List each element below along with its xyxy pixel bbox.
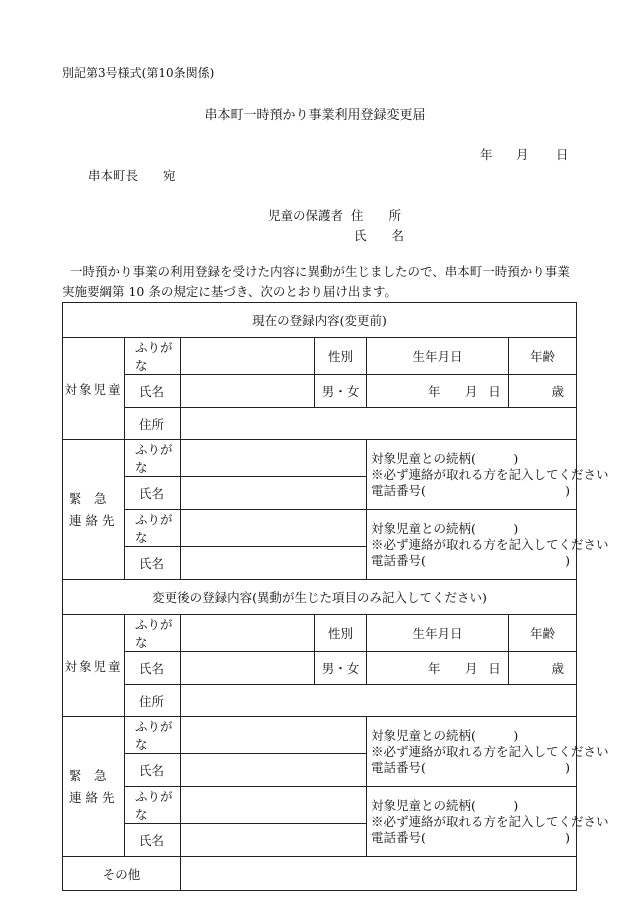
guardian-name-label: 氏 名 xyxy=(354,228,405,243)
furigana-label: ふりがな xyxy=(125,615,181,652)
gender-label: 性別 xyxy=(315,615,367,652)
document-title: 串本町一時預かり事業利用登録変更届 xyxy=(204,108,426,123)
emergency-label: 緊 急 連 絡 先 xyxy=(63,440,125,580)
child-label: 対象児童 xyxy=(63,338,125,440)
furigana-label: ふりがな xyxy=(125,440,181,477)
new-birthdate-field[interactable]: 年 月 日 xyxy=(367,652,509,685)
guardian-block xyxy=(268,206,404,246)
gender-value[interactable]: 男・女 xyxy=(315,652,367,685)
contact1-name-field[interactable] xyxy=(181,477,367,510)
child-furigana-field[interactable] xyxy=(181,338,315,375)
contact2-furigana-field[interactable] xyxy=(181,510,367,547)
furigana-label: ふりがな xyxy=(125,510,181,547)
new-contact2-name-field[interactable] xyxy=(181,824,367,857)
birthdate-label: 生年月日 xyxy=(367,338,509,375)
new-contact1-name-field[interactable] xyxy=(181,754,367,787)
date-month: 月 xyxy=(516,147,529,162)
new-child-address-field[interactable] xyxy=(181,685,577,717)
birthdate-label: 生年月日 xyxy=(367,615,509,652)
age-field[interactable]: 歳 xyxy=(509,375,577,408)
body-text: 一時預かり事業の利用登録を受けた内容に異動が生じましたので、串本町一時預かり事業実施要綱第 10 条の規定に基づき、次のとおり届け出ます。 xyxy=(62,264,570,299)
registration-change-table xyxy=(62,302,609,891)
gender-label: 性別 xyxy=(315,338,367,375)
new-child-furigana-field[interactable] xyxy=(181,615,315,652)
gender-value[interactable]: 男・女 xyxy=(315,375,367,408)
furigana-label: ふりがな xyxy=(125,338,181,375)
name-label: 氏名 xyxy=(125,477,181,510)
contact1-relation-cell[interactable]: 対象児童との続柄( ) ※必ず連絡が取れる方を記入してください 電話番号( ) xyxy=(367,440,577,510)
form-number: 別記第3号様式(第10条関係) xyxy=(62,66,215,80)
birthdate-field[interactable]: 年 月 日 xyxy=(367,375,509,408)
child-label: 対象児童 xyxy=(63,615,125,717)
name-label: 氏名 xyxy=(125,754,181,787)
contact2-name-field[interactable] xyxy=(181,547,367,580)
guardian-address-label: 住 所 xyxy=(350,208,401,223)
changed-section-header: 変更後の登録内容(異動が生じた項目のみ記入してください) xyxy=(63,580,577,615)
contact1-furigana-field[interactable] xyxy=(181,440,367,477)
new-child-name-field[interactable] xyxy=(181,652,315,685)
age-label: 年齢 xyxy=(509,615,577,652)
new-age-field[interactable]: 歳 xyxy=(509,652,577,685)
new-contact2-furigana-field[interactable] xyxy=(181,787,367,824)
age-label: 年齢 xyxy=(509,338,577,375)
furigana-label: ふりがな xyxy=(125,787,181,824)
furigana-label: ふりがな xyxy=(125,717,181,754)
date-year: 年 xyxy=(480,147,493,162)
date-line xyxy=(480,145,569,163)
addressee: 串本町長 宛 xyxy=(88,168,176,183)
other-field[interactable] xyxy=(181,857,577,891)
child-name-field[interactable] xyxy=(181,375,315,408)
name-label: 氏名 xyxy=(125,824,181,857)
other-label: その他 xyxy=(63,857,181,891)
address-label: 住所 xyxy=(125,685,181,717)
date-day: 日 xyxy=(556,147,569,162)
emergency-label: 緊 急 連 絡 先 xyxy=(63,717,125,857)
contact2-relation-cell[interactable]: 対象児童との続柄( ) ※必ず連絡が取れる方を記入してください 電話番号( ) xyxy=(367,510,577,580)
guardian-label: 児童の保護者 xyxy=(268,208,344,223)
address-label: 住所 xyxy=(125,408,181,440)
new-contact1-relation-cell[interactable]: 対象児童との続柄( ) ※必ず連絡が取れる方を記入してください 電話番号( ) xyxy=(367,717,577,787)
new-contact1-furigana-field[interactable] xyxy=(181,717,367,754)
name-label: 氏名 xyxy=(125,547,181,580)
child-address-field[interactable] xyxy=(181,408,577,440)
new-contact2-relation-cell[interactable]: 対象児童との続柄( ) ※必ず連絡が取れる方を記入してください 電話番号( ) xyxy=(367,787,577,857)
name-label: 氏名 xyxy=(125,652,181,685)
current-section-header: 現在の登録内容(変更前) xyxy=(63,303,577,338)
name-label: 氏名 xyxy=(125,375,181,408)
